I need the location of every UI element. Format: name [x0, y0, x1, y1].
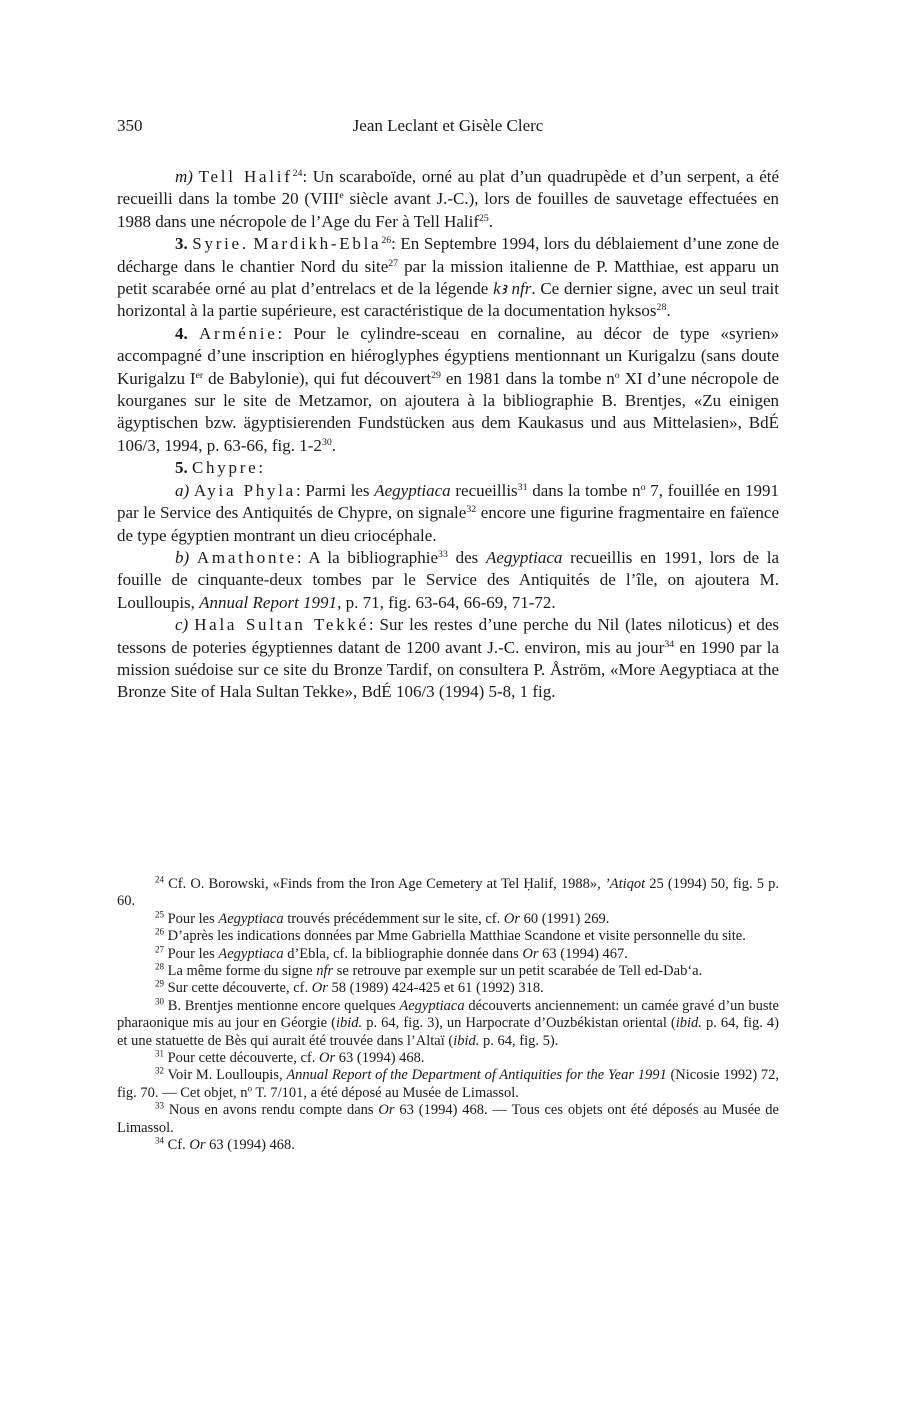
- footnote-32: $^{32}$ Voir M. Loulloupis, Annual Report of the Department of Antiquities for the Year 1991 (Nicosie 1992) 72, fig. 70. — Cet objet, $n^o$ T. 7/101, a été déposé au Musée de Limassol.: [117, 1065, 780, 1101]
- paragraph-b-amathonte: b) Amathonte: A la bibliographie$^{33}$ des Aegyptiaca recueillis en 1991, lors de la fouille de cinquante-deux tombes par le Service des Antiquités de l’île, on ajoutera M. Loulloupis, Annual Report 1991, p. 71, fig. 63-64, 66-69, 71-72.: [117, 547, 779, 612]
- section-3-syrie: 3. Syrie. Mardikh-Ebla$^{26}$: En Septembre 1994, lors du déblaiement d’une zone de décharge dans le chantier Nord du site$^{27}$ par la mission italienne de P. Matthiae, est apparu un petit scarabée orné au plat d’entrelacs et de la légende kꜣ nfr. Ce dernier signe, avec un seul trait horizontal à la partie supérieure, est caractéristique de la documentation hyksos$^{28}$.: [117, 234, 779, 321]
- paragraph-m-tell-halif: m) Tell Halif$^{24}$: Un scaraboïde, orné au plat d’un quadrupède et d’un serpent, a été recueilli dans la tombe 20 (VIIIe siècle avant J.-C.), lors de fouilles de sauvetage effectuées en 1988 dans une nécropole de l’Age du Fer à Tell Halif$^{25}$.: [117, 167, 780, 231]
- country-name: Arménie: [198, 323, 278, 343]
- site-name: Amathonte: [196, 547, 297, 567]
- country-name: Chypre:: [192, 458, 266, 478]
- footnote-ref: 34: [664, 638, 675, 650]
- footnote-ref: 29: [431, 369, 441, 381]
- site-name: Tell Halif: [198, 167, 293, 186]
- site-name: Ayia Phyla: [193, 480, 296, 500]
- site-name: Hala Sultan Tekké: [194, 615, 369, 635]
- footnote-31: $^{31}$ Pour cette découverte, cf. Or 63 (1994) 468.: [155, 1048, 425, 1067]
- footnote-29: $^{29}$ Sur cette découverte, cf. Or 58 (1989) 424-425 et 61 (1992) 318.: [155, 978, 544, 997]
- footnote-28: $^{28}$ La même forme du signe nfr se retrouve par exemple sur un petit scarabée de Tell ed-Dab‘a.: [155, 961, 703, 980]
- footnotes: [117, 876, 779, 1155]
- site-name: Mardikh-Ebla: [253, 234, 382, 254]
- footnote-ref: 28: [656, 302, 667, 314]
- item-label: c): [175, 615, 189, 635]
- section-number: 4.: [175, 323, 188, 343]
- footnote-26: $^{26}$ D’après les indications données par Mme Gabriella Matthiae Scandone et visite personnelle du site.: [155, 926, 746, 945]
- footnote-24: $^{24}$ Cf. O. Borowski, «Finds from the Iron Age Cemetery at Tel Ḥalif, 1988», ’Atiqot 25 (1994) 50, fig. 5 p. 60.: [117, 874, 779, 910]
- section-4-armenie: 4. Arménie: Pour le cylindre-sceau en cornaline, au décor de type «syrien» accompagné d’une inscription en hiéroglyphes égyptiens mentionnant un Kurigalzu (sans doute Kurigalzu Ier de Babylonie), qui fut découvert$^{29}$ en 1981 dans la tombe $n^o$ XI d’une nécropole de kourganes sur le site de Metzamor, on ajoutera à la bibliographie B. Brentjes, «Zu einigen ägyptischen bzw. ägyptisierenden Fundstücken aus dem Kaukasus und aus Mittelasien», BdÉ 106/3, 1994, p. 63-66, fig. $1-2^{30}$.: [117, 323, 780, 455]
- footnote-25: $^{25}$ Pour les Aegyptiaca trouvés précédemment sur le site, cf. Or 60 (1991) 269.: [155, 909, 610, 927]
- item-label: b): [175, 547, 190, 567]
- legend-transliteration: kꜣ nfr: [493, 279, 532, 299]
- footnote-ref: 31: [517, 481, 528, 493]
- footnote-ref: 32: [466, 503, 477, 515]
- paragraph-a-ayia-phyla: a) Ayia Phyla: Parmi les Aegyptiaca recueillis$^{31}$ dans la tombe $n^o$ 7, fouillée en 1991 par le Service des Antiquités de Chypre, on signale$^{32}$ encore une figurine fragmentaire en faïence de type égyptien montrant un dieu criocéphale.: [117, 480, 780, 545]
- footnote-ref: 24: [292, 167, 303, 179]
- item-label: a): [175, 480, 190, 500]
- footnote-ref: 26: [381, 235, 392, 247]
- footnote-27: $^{27}$ Pour les Aegyptiaca d’Ebla, cf. la bibliographie donnée dans Or 63 (1994) 467.: [155, 944, 628, 962]
- section-number: 5.: [175, 458, 188, 478]
- item-label: m): [175, 167, 193, 186]
- footnote-ref: 33: [438, 548, 448, 560]
- footnote-ref: 30: [321, 436, 332, 448]
- footnote-ref: 27: [388, 257, 399, 269]
- footnote-34: $^{34}$ Cf. Or 63 (1994) 468.: [155, 1135, 295, 1154]
- page-header: [117, 116, 779, 140]
- footnote-30: $^{30}$ B. Brentjes mentionne encore quelques Aegyptiaca découverts anciennement: un camée gravé d’un buste pharaonique mis au jour en Géorgie (ibid. p. 64, fig. 3), un Harpocrate d’Ouzbékistan oriental (ibid. p. 64, fig. 4) et une statuette de Bès qui aurait été trouvée dans l’Altaï (ibid. p. 64, fig. 5).: [117, 996, 779, 1049]
- country-name: Syrie.: [192, 234, 249, 254]
- paragraph-c-hala-sultan-tekke: c) Hala Sultan Tekké: Sur les restes d’une perche du Nil (lates niloticus) et des tessons de poteries égyptiennes datant de 1200 avant J.-C. environ, mis au jour$^{34}$ en 1990 par la mission suédoise sur ce site du Bronze Tardif, on consultera P. Åström, «More Aegyptiaca at the Bronze Site of Hala Sultan Tekke», BdÉ 106/3 (1994) 5-8, 1 fig.: [117, 615, 779, 702]
- footnote-ref: 25: [479, 212, 489, 224]
- running-head: Jean Leclant et Gisèle Clerc: [352, 116, 544, 135]
- page-number: 350: [117, 116, 143, 135]
- main-text: [117, 166, 779, 704]
- footnote-33: $^{33}$ Nous en avons rendu compte dans Or 63 (1994) 468. — Tous ces objets ont été déposés au Musée de Limassol.: [117, 1100, 779, 1136]
- section-5-chypre-heading: [117, 457, 779, 479]
- section-number: 3.: [175, 234, 188, 254]
